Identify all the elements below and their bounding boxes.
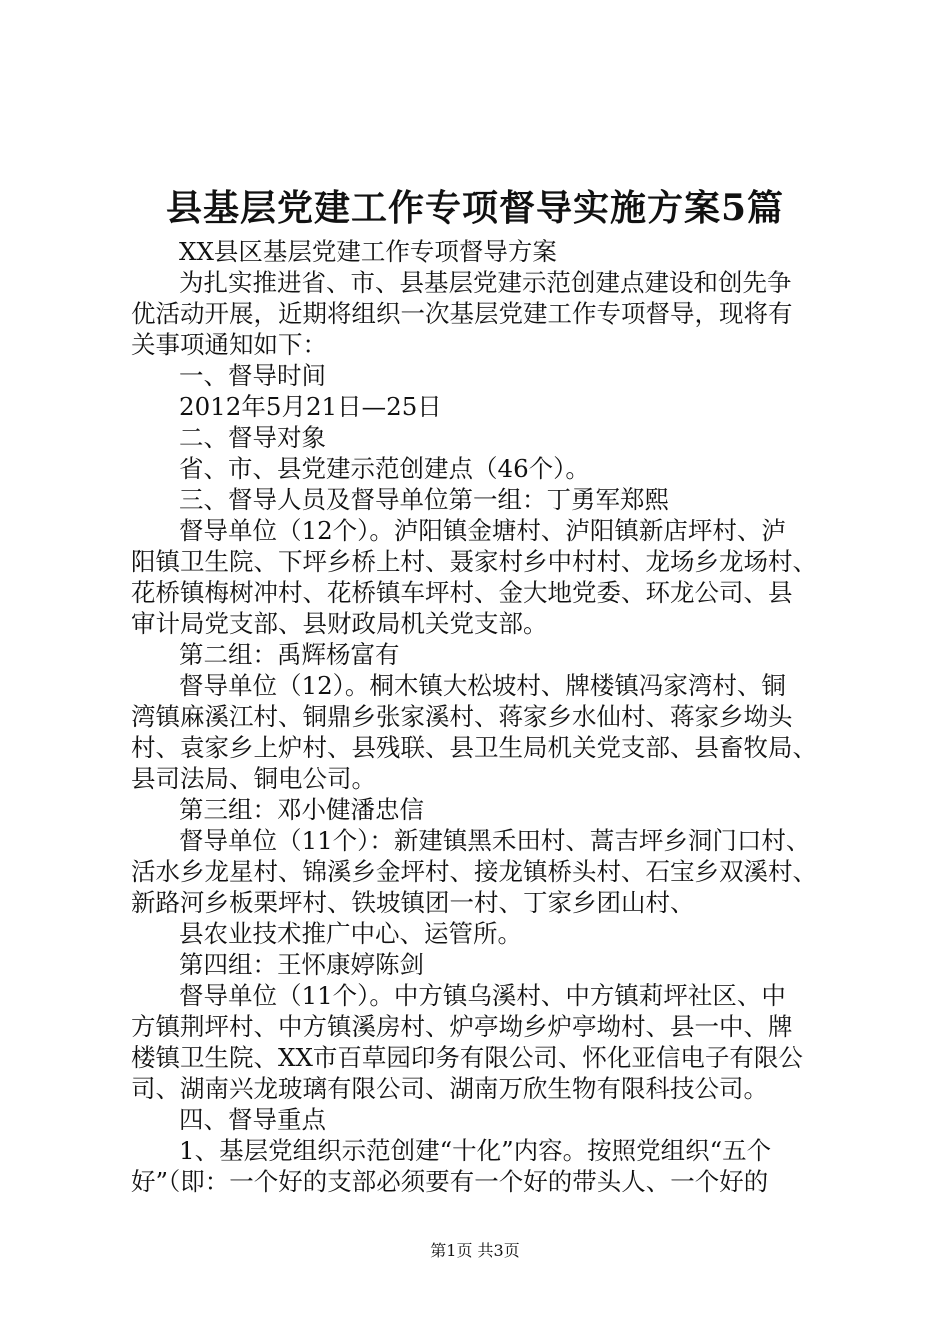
paragraph-line: 省、市、县党建示范创建点（46个）。	[179, 454, 590, 483]
paragraph-line: 阳镇卫生院、下坪乡桥上村、聂家村乡中村村、龙场乡龙场村、	[131, 547, 817, 576]
paragraph-line: 方镇荆坪村、中方镇溪房村、炉亭坳乡炉亭坳村、县一中、牌	[131, 1012, 793, 1041]
paragraph-line: XX县区基层党建工作专项督导方案	[179, 237, 557, 266]
paragraph-line: 督导单位（11个）。中方镇乌溪村、中方镇莉坪社区、中	[179, 981, 786, 1010]
document-body	[131, 236, 831, 1197]
paragraph-line: 督导单位（12个）。泸阳镇金塘村、泸阳镇新店坪村、泸	[179, 516, 786, 545]
paragraph-line: 审计局党支部、县财政局机关党支部。	[131, 609, 548, 638]
paragraph-line: 新路河乡板栗坪村、铁坡镇团一村、丁家乡团山村、	[131, 888, 695, 917]
paragraph-line: 县司法局、铜电公司。	[131, 764, 376, 793]
paragraph-line: 1、基层党组织示范创建“十化”内容。按照党组织“五个	[179, 1136, 772, 1165]
paragraph-line: 优活动开展，近期将组织一次基层党建工作专项督导，现将有	[131, 299, 793, 328]
paragraph-line: 好”（即：一个好的支部必须要有一个好的带头人、一个好的	[131, 1167, 769, 1196]
paragraph-line: 活水乡龙星村、锦溪乡金坪村、接龙镇桥头村、石宝乡双溪村、	[131, 857, 817, 886]
paragraph-line: 2012年5月21日—25日	[179, 392, 442, 421]
paragraph-line: 楼镇卫生院、XX市百草园印务有限公司、怀化亚信电子有限公	[131, 1043, 803, 1072]
paragraph-line: 督导单位（12）。桐木镇大松坡村、牌楼镇冯家湾村、铜	[179, 671, 786, 700]
paragraph-line: 花桥镇梅树冲村、花桥镇车坪村、金大地党委、环龙公司、县	[131, 578, 793, 607]
paragraph-line: 湾镇麻溪江村、铜鼎乡张家溪村、蒋家乡水仙村、蒋家乡坳头	[131, 702, 793, 731]
document-title: 县基层党建工作专项督导实施方案5篇	[165, 187, 785, 229]
section-heading: 四、督导重点	[179, 1105, 326, 1134]
page-footer: 第1页 共3页	[430, 1241, 520, 1260]
paragraph-line: 督导单位（11个）：新建镇黑禾田村、蒿吉坪乡洞门口村、	[179, 826, 811, 855]
group-heading: 第四组：王怀康婷陈剑	[179, 950, 424, 979]
paragraph-line: 县农业技术推广中心、运管所。	[179, 919, 522, 948]
section-heading: 一、督导时间	[179, 361, 326, 390]
paragraph-line: 司、湖南兴龙玻璃有限公司、湖南万欣生物有限科技公司。	[131, 1074, 768, 1103]
section-heading: 三、督导人员及督导单位第一组：丁勇军郑熙	[179, 485, 669, 514]
section-heading: 二、督导对象	[179, 423, 326, 452]
paragraph-line: 为扎实推进省、市、县基层党建示范创建点建设和创先争	[179, 268, 792, 297]
paragraph-line: 村、袁家乡上炉村、县残联、县卫生局机关党支部、县畜牧局、	[131, 733, 817, 762]
group-heading: 第二组：禹辉杨富有	[179, 640, 400, 669]
paragraph-line: 关事项通知如下：	[131, 330, 327, 359]
group-heading: 第三组：邓小健潘忠信	[179, 795, 424, 824]
